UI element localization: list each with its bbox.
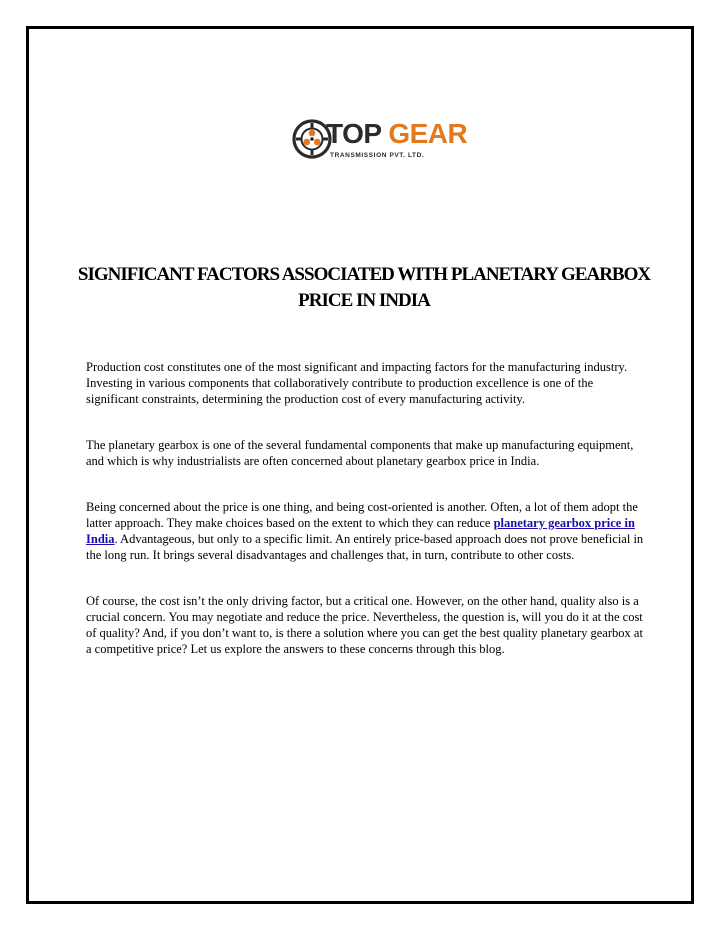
logo-wordmark (326, 118, 467, 150)
logo-word-gear: GEAR (388, 118, 468, 149)
paragraph-2: The planetary gearbox is one of the several fundamental components that make up manufacturing equipment, and which is why industrialists are often concerned about planetary gearbox price in India. (86, 438, 634, 468)
logo-word-top: TOP (326, 118, 382, 149)
paragraph-4: Of course, the cost isn’t the only driving factor, but a critical one. However, on the other hand, quality also is a crucial concern. You may negotiate and reduce the price. Nevertheless, the question is, will you do it at the cost of quality? And, if you don’t want to, is there a solution where you can get the best quality planetary gearbox at a competitive price? Let us explore the answers to these concerns through this blog. (86, 594, 643, 656)
paragraph-3-before-link: Being concerned about the price is one thing, and being cost-oriented is another. Often, a lot of them adopt the latter approach. They make choices based on the extent to which they can reduce (86, 500, 638, 530)
document-title: SIGNIFICANT FACTORS ASSOCIATED WITH PLANETARY GEARBOX PRICE IN INDIA (77, 264, 651, 311)
logo-subtitle: TRANSMISSION PVT. LTD. (330, 152, 425, 159)
document-page (26, 26, 694, 904)
planetary-gearbox-price-link[interactable]: planetary gearbox price in India (86, 516, 635, 546)
paragraph-3-after-link: . Advantageous, but only to a specific limit. An entirely price-based approach does not prove beneficial in the long run. It brings several disadvantages and challenges that, in turn, contribute to other costs. (86, 532, 644, 562)
paragraph-1: Production cost constitutes one of the most significant and impacting factors for the manufacturing industry. Investing in various components that collaboratively contribute to production excellence is one of the significant constraints, determining the production cost of every manufacturing activity. (86, 360, 628, 406)
company-logo (292, 118, 468, 169)
document-body (86, 359, 646, 687)
paragraph-3 (86, 499, 646, 563)
